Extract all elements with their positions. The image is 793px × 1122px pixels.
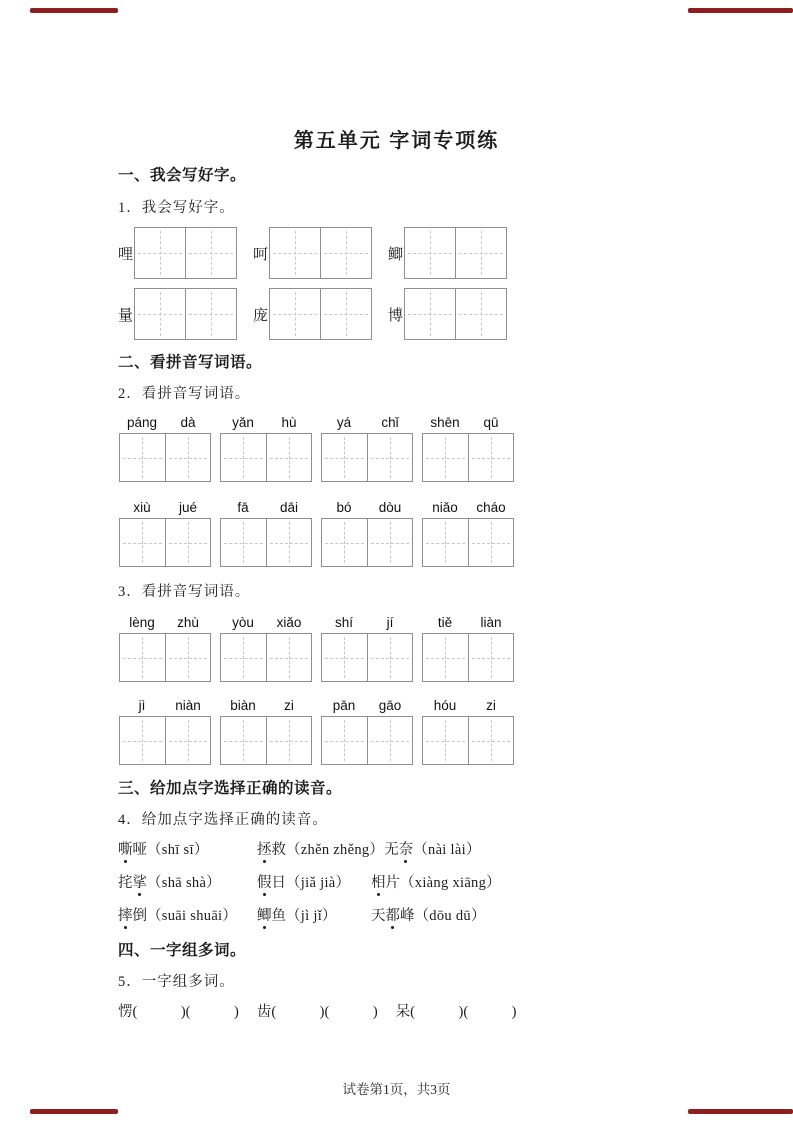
pinyin-syllable: yǎn (232, 415, 254, 430)
grid-cell (423, 519, 468, 566)
section-1-heading: 一、我会写好字。 (118, 167, 247, 184)
grid-cell (266, 519, 312, 566)
writing-grid (422, 633, 514, 682)
pinyin-syllable: jì (138, 698, 146, 713)
grid-cell (120, 634, 165, 681)
grid-cell (221, 519, 266, 566)
pinyin-syllable: yá (336, 415, 352, 430)
reading-item (257, 838, 384, 859)
reading-item (118, 904, 257, 925)
reading-word-char: 挓 (118, 875, 133, 891)
pinyin-grid-group (220, 615, 312, 682)
reading-item (257, 871, 371, 892)
char-grid-group (253, 227, 372, 279)
item-3-prompt: 3．看拼音写词语。 (118, 584, 251, 600)
writing-grid (134, 227, 237, 279)
writing-grid (422, 716, 514, 765)
pinyin-syllable: yòu (232, 615, 254, 630)
reading-word-char: 摔 (118, 904, 133, 925)
page-edge-mark-bottom-right (688, 1109, 793, 1114)
pinyin-syllable: bó (336, 500, 352, 515)
word-build-char: 愣 (118, 1004, 133, 1020)
char-grid-group (388, 288, 507, 340)
pinyin-grid-group (321, 698, 413, 765)
reading-word-char: 倒 (132, 908, 147, 924)
pinyin-syllable: hù (281, 415, 297, 430)
grid-cell (120, 519, 165, 566)
grid-cell (367, 634, 413, 681)
grid-cell (322, 519, 367, 566)
reading-word-char: 都 (386, 904, 401, 925)
pinyin-syllable: gāo (378, 698, 402, 713)
pinyin-syllable: fā (237, 500, 249, 515)
grid-cell (266, 434, 312, 481)
pinyin-grid-group (422, 415, 514, 482)
char-grid-label: 博 (388, 307, 404, 324)
pinyin-syllable: tiě (437, 615, 453, 630)
reading-options: （shī sī） (147, 842, 209, 858)
grid-cell (120, 434, 165, 481)
pinyin-grid-group (422, 615, 514, 682)
word-build-char: 齿 (256, 1004, 272, 1020)
reading-word-char: 哑 (132, 842, 147, 858)
item-5-prompt: 5．一字组多词。 (118, 974, 235, 990)
pinyin-syllable: qū (483, 415, 499, 430)
section-4-heading: 四、一字组多词。 (118, 942, 247, 959)
reading-line-3 (118, 904, 486, 925)
grid-cell (367, 434, 413, 481)
reading-item (371, 871, 501, 892)
word-build-line (118, 1000, 534, 1021)
reading-item (118, 871, 257, 892)
reading-word-char: 挲 (133, 871, 148, 892)
page-edge-mark-bottom-left (30, 1109, 118, 1114)
pinyin-syllable: biàn (230, 698, 256, 713)
char-grid-label: 哩 (118, 246, 134, 263)
pinyin-grid-group (321, 615, 413, 682)
grid-cell (165, 717, 211, 764)
pinyin-syllable: chǐ (381, 415, 399, 430)
grid-cell (221, 717, 266, 764)
pinyin-syllable: xiù (133, 500, 151, 515)
grid-cell (423, 634, 468, 681)
writing-grid (321, 433, 413, 482)
writing-grid (321, 518, 413, 567)
reading-options: （shā shà） (147, 875, 221, 891)
section-3-heading: 三、给加点字选择正确的读音。 (118, 780, 343, 797)
writing-grid (422, 433, 514, 482)
writing-grid (220, 716, 312, 765)
char-grid-group (118, 288, 237, 340)
reading-word-char: 假 (257, 871, 272, 892)
grid-cell (322, 434, 367, 481)
char-grid-label: 庞 (253, 307, 269, 324)
reading-item (257, 904, 371, 925)
pinyin-row-2a (119, 415, 514, 482)
pinyin-grid-group (220, 698, 312, 765)
grid-cell (322, 717, 367, 764)
char-grid-group (388, 227, 507, 279)
writing-grid (269, 227, 372, 279)
writing-grid (321, 716, 413, 765)
grid-cell (405, 289, 455, 339)
grid-cell (221, 634, 266, 681)
page-edge-mark-top-right (688, 8, 793, 13)
writing-grid (404, 288, 507, 340)
grid-cell (185, 289, 236, 339)
pinyin-row-3b (119, 698, 514, 765)
char-grid-group (118, 227, 237, 279)
grid-cell (322, 634, 367, 681)
grid-cell (423, 434, 468, 481)
grid-cell (266, 717, 312, 764)
page-title: 第五单元 字词专项练 (293, 130, 500, 152)
grid-cell (455, 289, 506, 339)
pinyin-syllable: zi (486, 698, 496, 713)
pinyin-syllable: hóu (433, 698, 457, 713)
writing-grid (119, 633, 211, 682)
grid-cell (120, 717, 165, 764)
char-writing-row-1 (118, 227, 507, 279)
grid-cell (320, 289, 371, 339)
pinyin-syllable: jí (386, 615, 394, 630)
reading-item (118, 838, 257, 859)
pinyin-syllable: jué (178, 500, 197, 515)
pinyin-syllable: shēn (430, 415, 460, 430)
grid-cell (135, 289, 185, 339)
pinyin-syllable: dà (180, 415, 196, 430)
word-build-char: 呆 (395, 1004, 411, 1020)
reading-word-char: 片 (385, 875, 400, 891)
reading-word-char: 拯 (257, 838, 272, 859)
char-writing-row-2 (118, 288, 507, 340)
grid-cell (165, 634, 211, 681)
pinyin-grid-group (422, 500, 514, 567)
grid-cell (423, 717, 468, 764)
writing-grid (404, 227, 507, 279)
word-build-group (118, 1004, 239, 1020)
pinyin-syllable: zhù (177, 615, 199, 630)
reading-word-char: 无 (384, 842, 399, 858)
item-1-prompt: 1．我会写好字。 (118, 200, 235, 216)
pinyin-grid-group (119, 698, 211, 765)
grid-cell (367, 717, 413, 764)
grid-cell (468, 717, 514, 764)
word-build-group (257, 1004, 378, 1020)
reading-options: （zhěn zhěng） (286, 842, 385, 858)
reading-word-char: 鲫 (257, 904, 272, 925)
item-2-prompt: 2．看拼音写词语。 (118, 386, 251, 402)
pinyin-syllable: shí (334, 615, 353, 630)
pinyin-grid-group (220, 415, 312, 482)
writing-grid (321, 633, 413, 682)
pinyin-syllable: niǎo (432, 500, 458, 515)
word-build-group (396, 1004, 517, 1020)
pinyin-syllable: niàn (175, 698, 201, 713)
reading-word-char: 峰 (400, 908, 415, 924)
pinyin-syllable: zi (284, 698, 294, 713)
reading-word-char: 天 (371, 908, 386, 924)
word-build-blanks: ( )( ) (271, 1004, 378, 1020)
pinyin-grid-group (422, 698, 514, 765)
writing-grid (119, 716, 211, 765)
section-2-heading: 二、看拼音写词语。 (118, 354, 263, 371)
reading-line-2 (118, 871, 501, 892)
pinyin-row-2b (119, 500, 514, 567)
char-grid-label: 鲫 (388, 246, 404, 263)
writing-grid (119, 518, 211, 567)
pinyin-row-3a (119, 615, 514, 682)
grid-cell (405, 228, 455, 278)
writing-grid (422, 518, 514, 567)
writing-grid (220, 633, 312, 682)
pinyin-syllable: dòu (378, 500, 402, 515)
reading-word-char: 奈 (399, 838, 414, 859)
grid-cell (468, 634, 514, 681)
reading-word-char: 鱼 (271, 908, 286, 924)
grid-cell (468, 434, 514, 481)
grid-cell (266, 634, 312, 681)
grid-cell (320, 228, 371, 278)
grid-cell (270, 289, 320, 339)
pinyin-grid-group (220, 500, 312, 567)
reading-word-char: 日 (271, 875, 286, 891)
reading-item (371, 904, 486, 925)
reading-options: （suāi shuāi） (147, 908, 238, 924)
page-edge-mark-top-left (30, 8, 118, 13)
pinyin-syllable: dāi (279, 500, 298, 515)
reading-word-char: 相 (371, 871, 386, 892)
pinyin-grid-group (321, 500, 413, 567)
word-build-blanks: ( )( ) (410, 1004, 517, 1020)
pinyin-syllable: lèng (129, 615, 155, 630)
writing-grid (220, 433, 312, 482)
pinyin-syllable: páng (126, 415, 158, 430)
writing-grid (119, 433, 211, 482)
reading-word-char: 嘶 (118, 838, 133, 859)
pinyin-grid-group (119, 615, 211, 682)
item-4-prompt: 4．给加点字选择正确的读音。 (118, 812, 328, 828)
reading-options: （xiàng xiāng） (400, 875, 501, 891)
grid-cell (367, 519, 413, 566)
grid-cell (135, 228, 185, 278)
word-build-blanks: ( )( ) (132, 1004, 239, 1020)
pinyin-grid-group (321, 415, 413, 482)
writing-grid (269, 288, 372, 340)
reading-options: （nài lài） (413, 842, 481, 858)
page-footer: 试卷第1页，共3页 (342, 1082, 451, 1097)
pinyin-syllable: xiǎo (276, 615, 302, 630)
reading-line-1 (118, 838, 481, 859)
writing-grid (134, 288, 237, 340)
reading-item (384, 838, 481, 859)
pinyin-syllable: cháo (476, 500, 506, 515)
pinyin-syllable: pān (332, 698, 356, 713)
grid-cell (455, 228, 506, 278)
grid-cell (270, 228, 320, 278)
reading-options: （dōu dū） (414, 908, 486, 924)
grid-cell (165, 519, 211, 566)
pinyin-grid-group (119, 500, 211, 567)
char-grid-group (253, 288, 372, 340)
grid-cell (185, 228, 236, 278)
grid-cell (221, 434, 266, 481)
reading-options: （jiǎ jià） (286, 875, 351, 891)
pinyin-grid-group (119, 415, 211, 482)
reading-word-char: 救 (271, 842, 286, 858)
grid-cell (165, 434, 211, 481)
pinyin-syllable: liàn (480, 615, 502, 630)
writing-grid (220, 518, 312, 567)
grid-cell (468, 519, 514, 566)
char-grid-label: 量 (118, 307, 134, 324)
char-grid-label: 呵 (253, 246, 269, 263)
reading-options: （jì jǐ） (286, 908, 337, 924)
